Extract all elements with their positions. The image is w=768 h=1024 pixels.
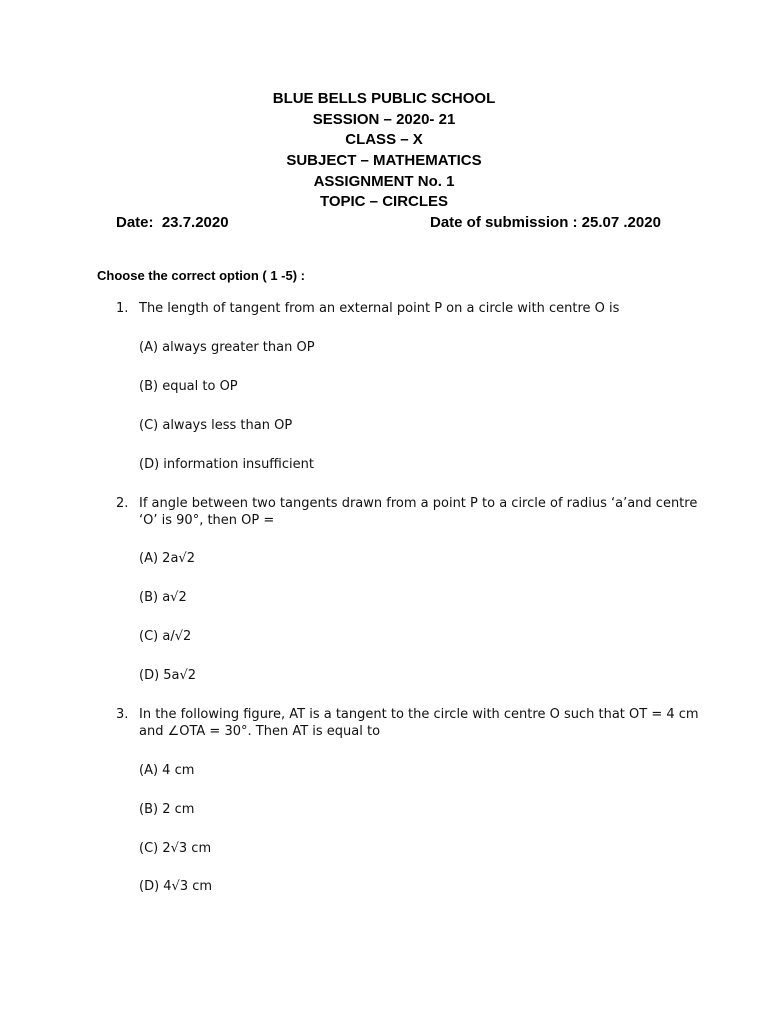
option-a: (A) 4 cm — [139, 763, 195, 778]
option-c: (C) 2√3 cm — [139, 841, 212, 856]
assignment-line: ASSIGNMENT No. 1 — [313, 172, 455, 190]
question-number: 2. — [116, 496, 129, 511]
option-d: (D) information insufficient — [139, 457, 314, 472]
option-a: (A) always greater than OP — [139, 340, 315, 355]
school-name: BLUE BELLS PUBLIC SCHOOL — [272, 90, 496, 107]
question-text: If angle between two tangents drawn from a point P to a circle of radius ‘a’and centre ‘O’ is 90°, then OP = — [139, 496, 698, 528]
option-d: (D) 4√3 cm — [139, 879, 213, 894]
question-number: 1. — [116, 301, 129, 316]
question-number: 3. — [116, 707, 129, 722]
topic-line: TOPIC – CIRCLES — [319, 193, 449, 211]
question-text: In the following figure, AT is a tangent to the circle with centre O such that OT = 4 cm and ∠OTA = 30°. Then AT is equal to — [139, 707, 699, 739]
subject-line: SUBJECT – MATHEMATICS — [286, 152, 482, 170]
option-b: (B) 2 cm — [139, 802, 195, 817]
instruction-text: Choose the correct option ( 1 -5) : — [97, 268, 306, 283]
option-b: (B) a√2 — [139, 590, 187, 605]
document-header — [0, 89, 768, 213]
issue-date: Date: 23.7.2020 — [116, 214, 229, 231]
option-b: (B) equal to OP — [139, 379, 238, 394]
option-c: (C) a/√2 — [139, 629, 192, 644]
session-line: SESSION – 2020- 21 — [312, 110, 456, 128]
option-c: (C) always less than OP — [139, 418, 293, 433]
option-a: (A) 2a√2 — [139, 551, 195, 566]
submission-date: Date of submission : 25.07 .2020 — [430, 214, 661, 231]
class-line: CLASS – X — [345, 131, 423, 149]
option-d: (D) 5a√2 — [139, 668, 197, 683]
question-text: The length of tangent from an external point P on a circle with centre O is — [139, 301, 620, 316]
